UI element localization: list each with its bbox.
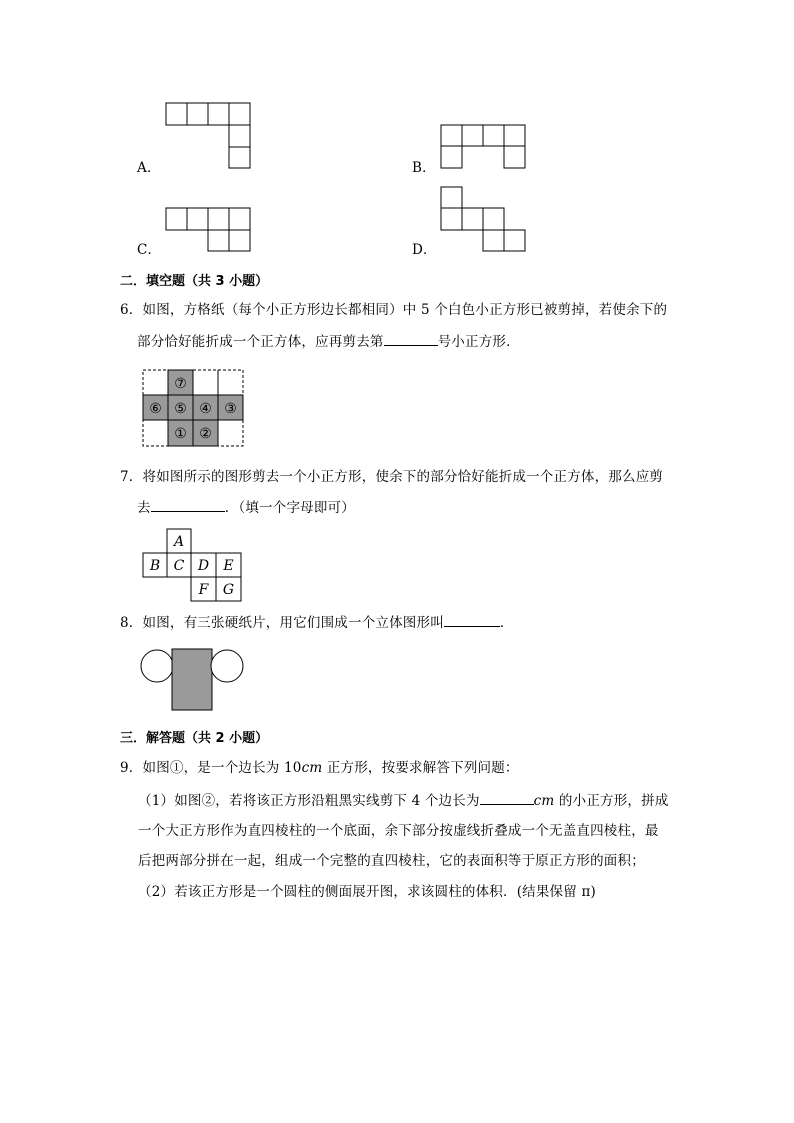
q9-intro-unit: cm: [301, 760, 323, 776]
q7-line-2: [137, 497, 355, 518]
q9-part1-text-b: 的小正方形，拼成: [554, 793, 669, 809]
q6-text-2a: 部分恰好能折成一个正方体，应再剪去第: [137, 334, 384, 350]
q7-text-2a: 去: [137, 500, 151, 516]
q7-answer-blank[interactable]: [151, 497, 225, 512]
q6-cell-label-2: ②: [199, 426, 212, 442]
q7-cell-e: E: [223, 558, 234, 574]
section-3-heading: 三．解答题（共 2 小题）: [120, 731, 269, 746]
option-d-label: D．: [412, 242, 437, 258]
q9-part1-line-1: [138, 790, 669, 811]
q9-part1-line-3: 后把两部分拼在一起，组成一个完整的直四棱柱，它的表面积等于原正方形的面积；: [138, 853, 645, 869]
q6-cell-label-7: ⑦: [174, 376, 187, 392]
q6-cell-label-4: ④: [199, 401, 212, 417]
q8-side-rectangle: [172, 649, 212, 710]
q9-number: 9．: [120, 760, 143, 776]
q9-part1-line-2: 一个大正方形作为直四棱柱的一个底面，余下部分按虚线折叠成一个无盖直四棱柱，最: [138, 823, 659, 839]
q7-net-figure: [140, 526, 246, 604]
q6-text-2b: 号小正方形．: [437, 334, 520, 350]
q9-part1-text-a: （1）如图②，若将该正方形沿粗黑实线剪下 4 个边长为: [138, 793, 480, 809]
q6-cell-label-3: ③: [224, 401, 237, 417]
q7-cell-d: D: [197, 558, 210, 574]
q6-cell-label-6: ⑥: [149, 401, 162, 417]
q9-answer-blank[interactable]: [480, 790, 534, 805]
q8-answer-blank[interactable]: [444, 612, 500, 627]
option-b-net-figure: [436, 120, 531, 172]
q9-part1-unit: cm: [533, 793, 555, 809]
q8-number: 8．: [120, 615, 143, 631]
section-2-heading: 二．填空题（共 3 小题）: [120, 274, 269, 289]
q7-text-1: 将如图所示的图形剪去一个小正方形，使余下的部分恰好能折成一个正方体，那么应剪: [142, 469, 664, 485]
q6-cell-label-5: ⑤: [174, 401, 187, 417]
q9-intro: [120, 758, 519, 778]
option-c-label: C．: [137, 242, 162, 258]
q8-line-1: [120, 612, 514, 633]
option-a-net-figure: [160, 98, 255, 172]
q9-intro-after: 正方形，按要求解答下列问题：: [322, 760, 519, 776]
option-d-net-figure: [436, 182, 531, 256]
q6-grid-figure: [140, 367, 250, 451]
q6-text-1: 如图，方格纸（每个小正方形边长都相同）中 5 个白色小正方形已被剪掉，若使余下的: [142, 302, 668, 318]
q8-top-circle: [141, 650, 173, 682]
q7-cell-b: B: [149, 558, 161, 574]
q9-intro-text: 如图①，是一个边长为 10: [142, 760, 302, 776]
q7-cell-f: F: [198, 582, 209, 598]
q7-number: 7．: [120, 469, 143, 485]
option-b-label: B．: [412, 160, 436, 176]
q7-cell-a: A: [173, 534, 185, 550]
q7-line-1: [120, 467, 663, 487]
q6-number: 6．: [120, 302, 143, 318]
q6-line-1: [120, 300, 667, 320]
q9-part2: （2）若该正方形是一个圆柱的侧面展开图，求该圆柱的体积．(结果保留 π): [138, 884, 596, 900]
option-c-net-figure: [160, 203, 255, 255]
q7-text-2b: ．（填一个字母即可）: [224, 500, 355, 516]
q6-line-2: [137, 331, 520, 352]
q8-text-1: 如图，有三张硬纸片，用它们围成一个立体图形叫: [142, 615, 444, 631]
q8-cylinder-net-figure: [138, 645, 248, 713]
q7-cell-c: C: [173, 558, 185, 574]
option-a-label: A．: [137, 160, 161, 176]
q8-text-2: ．: [499, 615, 514, 631]
q6-cell-label-1: ①: [174, 426, 187, 442]
q6-answer-blank[interactable]: [384, 331, 438, 346]
q8-bottom-circle: [211, 650, 243, 682]
q7-cell-g: G: [222, 582, 235, 598]
